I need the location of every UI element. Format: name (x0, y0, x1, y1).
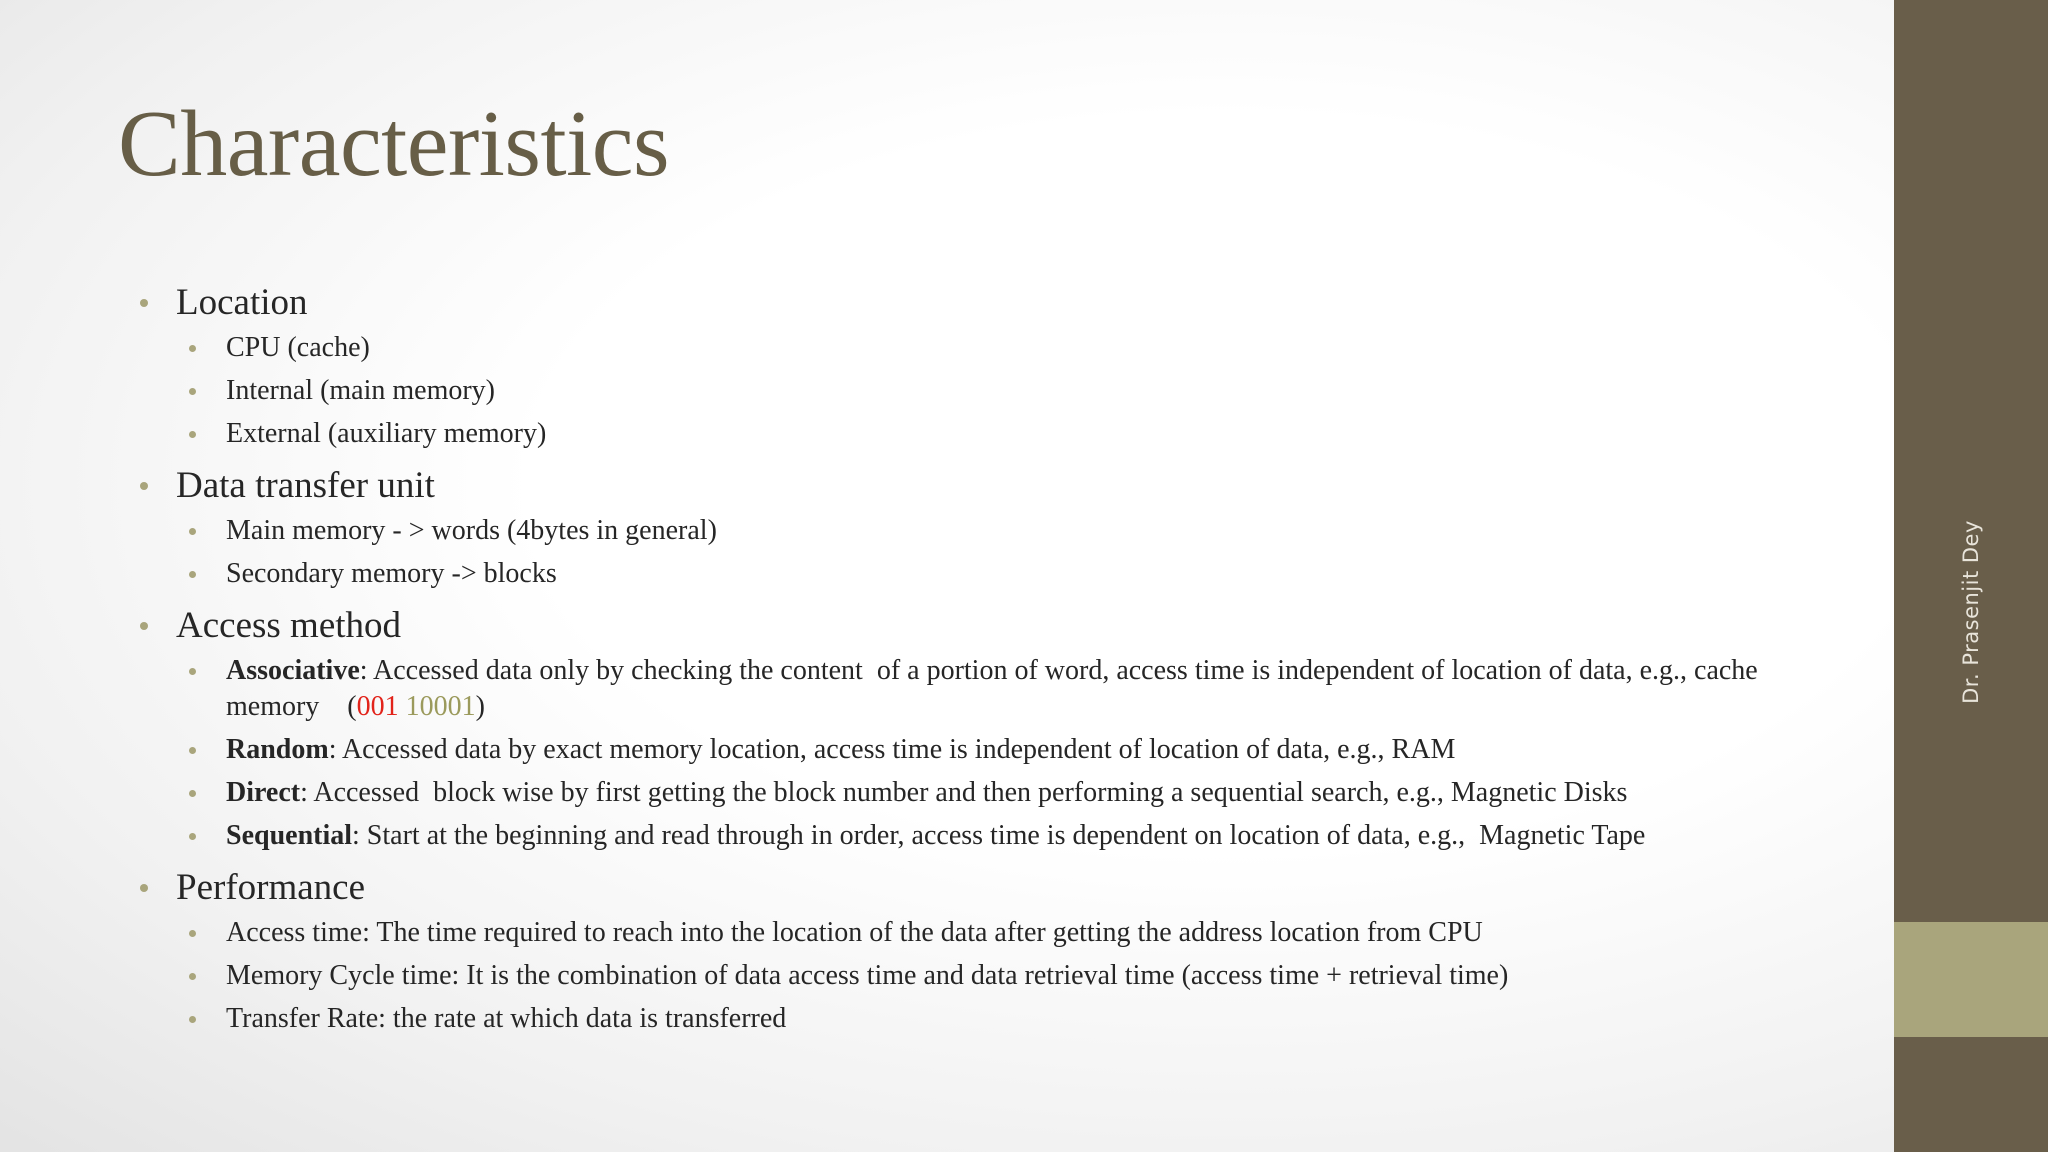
direct-description: : Accessed block wise by first getting the block number and then performing a sequential search, e.g., Magnetic Disks (300, 777, 1628, 808)
sidebar-accent (1894, 922, 2048, 1037)
random-description: : Accessed data by exact memory location, access time is independent of location of data, e.g., RAM (328, 734, 1456, 765)
list-item-sequential (188, 818, 1798, 854)
term-random: Random (226, 734, 329, 765)
term-sequential: Sequential (226, 820, 353, 851)
author-name: Dr. Prasenjit Dey (1959, 520, 1983, 704)
term-associative: Associative (226, 655, 360, 686)
code-close: ) (475, 691, 485, 722)
sidebar-band (1894, 0, 2048, 1152)
section-access-method: Access method (138, 599, 1798, 653)
list-item-random (188, 732, 1798, 768)
list-item-associative (188, 653, 1798, 725)
list-item-direct (188, 775, 1798, 811)
section-data-transfer-unit: Data transfer unit (138, 459, 1798, 513)
bullet-list (138, 274, 1798, 1044)
list-item: Transfer Rate: the rate at which data is transferred (188, 1001, 1798, 1037)
list-item: Memory Cycle time: It is the combination of data access time and data retrieval time (access time + retrieval time) (188, 958, 1798, 994)
code-olive: 10001 (398, 691, 476, 722)
list-item: Main memory - > words (4bytes in general) (188, 513, 1798, 549)
code-red: 001 (356, 691, 399, 722)
section-performance: Performance (138, 861, 1798, 915)
list-item: Internal (main memory) (188, 373, 1798, 409)
list-item: Secondary memory -> blocks (188, 556, 1798, 592)
sequential-description: : Start at the beginning and read through in order, access time is dependent on location of data, e.g., Magnetic Tape (352, 820, 1646, 851)
slide-title: Characteristics (118, 92, 670, 196)
associative-description: : Accessed data only by checking the content of a portion of word, access time is independent of location of data, e.g., cache memory ( (226, 655, 1765, 722)
section-location: Location (138, 276, 1798, 330)
term-direct: Direct (226, 777, 301, 808)
list-item: External (auxiliary memory) (188, 416, 1798, 452)
list-item: CPU (cache) (188, 330, 1798, 366)
list-item: Access time: The time required to reach into the location of the data after getting the address location from CPU (188, 915, 1798, 951)
